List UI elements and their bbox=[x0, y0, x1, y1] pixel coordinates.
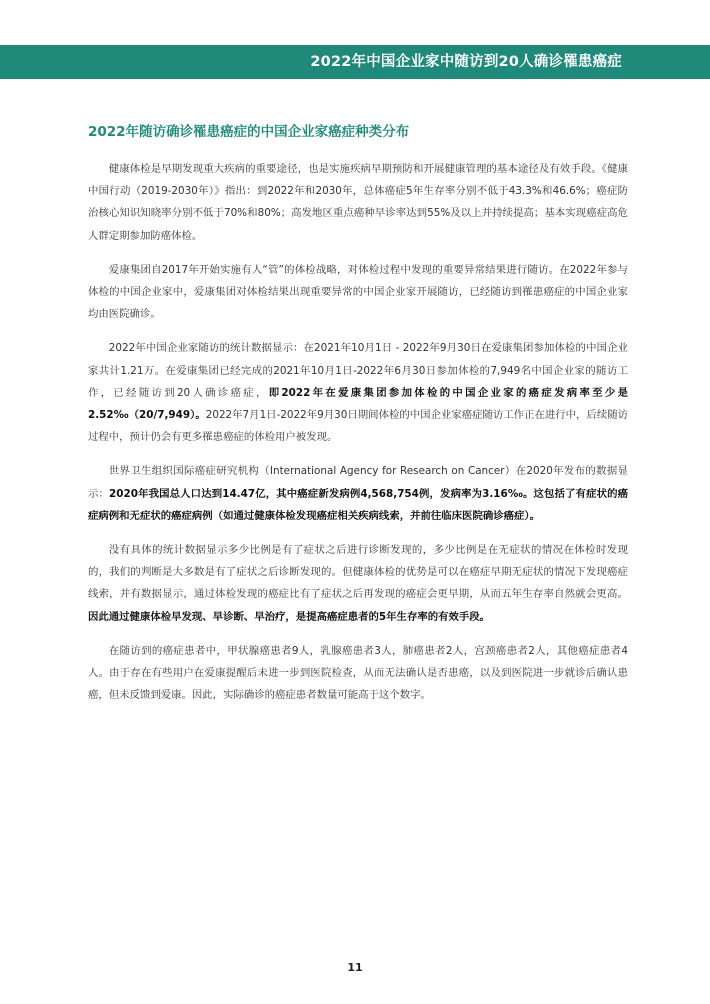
header-band bbox=[0, 45, 710, 79]
paragraph-3 bbox=[88, 337, 628, 448]
paragraph-6 bbox=[88, 640, 628, 707]
paragraph-bold-text: 即2022年在爱康集团参加体检的中国企业家的癌症发病率至少是2.52‰（20/7,949）。 bbox=[88, 386, 628, 422]
section-title: 2022年随访确诊罹患癌症的中国企业家癌症种类分布 bbox=[88, 124, 410, 140]
paragraph-4 bbox=[88, 460, 628, 527]
paragraph-bold-text: 2020年我国总人口达到14.47亿，其中癌症新发病例4,568,754例，发病率为3.16‰。这包括了有症状的癌症病例和无症状的癌症病例（如通过健康体检发现癌症相关疾病线索，并前往临床医院确诊癌症）。 bbox=[88, 487, 629, 522]
paragraph-2 bbox=[88, 259, 628, 326]
paragraph-text: 2022年中国企业家随访的统计数据显示：在2021年10月1日 - 2022年9月30日在爱康集团参加体检的中国企业家共计1.21万。在爱康集团已经完成的2021年10月1日-2022年6月30日参加体检的7,949名中国企业家的随访工作，已经随访到20人确诊癌症， bbox=[88, 342, 628, 399]
paragraph-5 bbox=[88, 539, 628, 628]
main-content bbox=[88, 120, 628, 718]
paragraph-bold-text: 因此通过健康体检早发现、早诊断、早治疗，是提高癌症患者的5年生存率的有效手段。 bbox=[88, 610, 491, 623]
paragraph-text: 健康体检是早期发现重大疾病的重要途径，也是实施疾病早期预防和开展健康管理的基本途径及有效手段。《健康中国行动（2019-2030年）》指出：到2022年和2030年，总体癌症5年生存率分别不低于43.3%和46.6%；癌症防治核心知识知晓率分别不低于70%和80%；高发地区重点癌种早诊率达到55%及以上并持续提高；基本实现癌症高危人群定期参加防癌体检。 bbox=[88, 163, 628, 242]
paragraph-text: 世界卫生组织国际癌症研究机构（International Agency for Research on Cancer）在2020年发布的数据显示： bbox=[88, 465, 628, 500]
paragraph-text: 没有具体的统计数据显示多少比例是有了症状之后进行诊断发现的，多少比例是在无症状的情况在体检时发现的，我们的判断是大多数是有了症状之后诊断发现的。但健康体检的优势是可以在癌症早期无症状的情况下发现癌症线索，并有数据显示，通过体检发现的癌症比有了症状之后再发现的癌症会更早期，从而五年生存率自然就会更高。 bbox=[88, 544, 628, 601]
page-number: 11 bbox=[347, 961, 363, 974]
paragraph-text: 爱康集团自2017年开始实施有人“管”的体检战略，对体检过程中发现的重要异常结果进行随访。在2022年参与体检的中国企业家中，爱康集团对体检结果出现重要异常的中国企业家开展随访，已经随访到罹患癌症的中国企业家均由医院确诊。 bbox=[88, 263, 628, 321]
paragraph-text: 在随访到的癌症患者中，甲状腺癌患者9人，乳腺癌患者3人，肺癌患者2人，宫颈癌患者2人，其他癌症患者4人。由于存在有些用户在爱康提醒后未进一步到医院检查，从而无法确认是否患癌，以及到医院进一步就诊后确认患癌，但未反馈到爱康。因此，实际确诊的癌症患者数量可能高于这个数字。 bbox=[88, 644, 628, 702]
header-title: 2022年中国企业家中随访到20人确诊罹患癌症 bbox=[310, 54, 622, 70]
paragraph-1 bbox=[88, 158, 628, 247]
paragraph-text: 2022年7月1日-2022年9月30日期间体检的中国企业家癌症随访工作正在进行中，后续随访过程中，预计仍会有更多罹患癌症的体检用户被发现。 bbox=[88, 409, 628, 444]
